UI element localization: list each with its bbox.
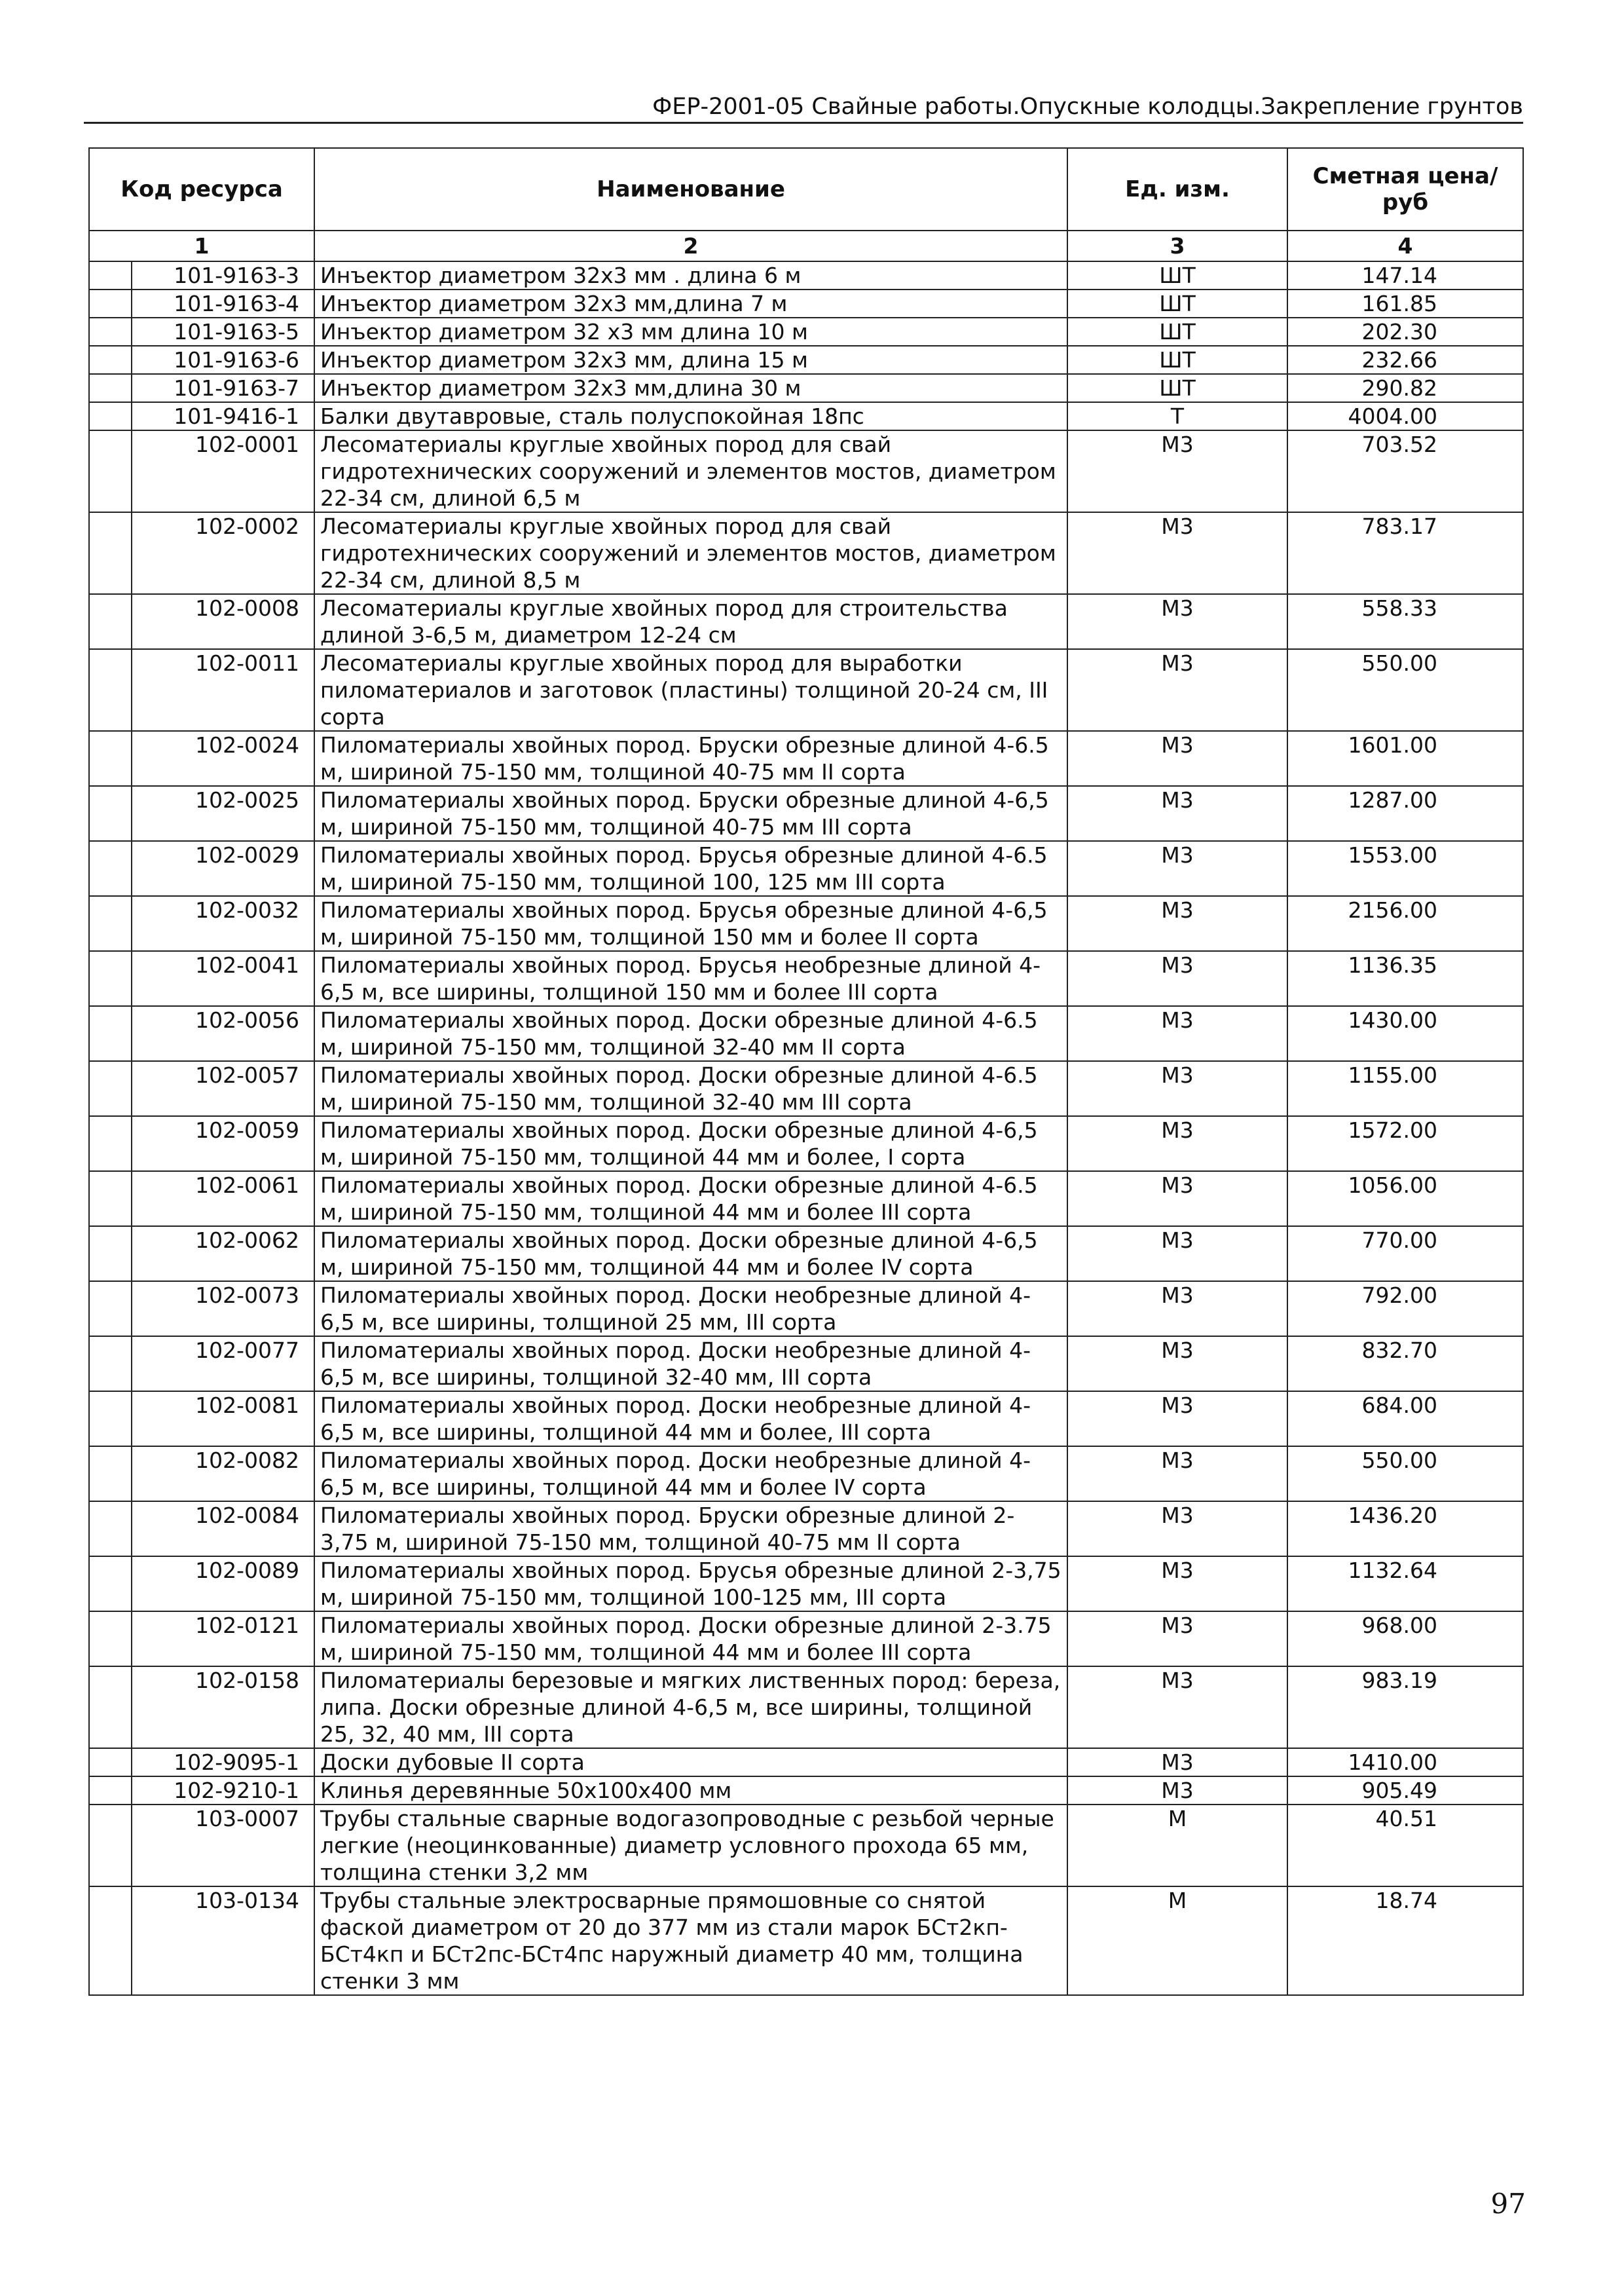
price-cell: 1132.64	[1287, 1556, 1523, 1611]
table-row	[89, 318, 1523, 346]
resource-code-cell: 102-0077	[132, 1336, 314, 1391]
row-gutter-cell	[89, 1006, 132, 1061]
price-cell: 4004.00	[1287, 402, 1523, 430]
col-number: 4	[1287, 231, 1523, 261]
price-cell: 558.33	[1287, 594, 1523, 649]
resource-code-cell: 102-0082	[132, 1446, 314, 1501]
resource-name-cell: Пиломатериалы хвойных пород. Доски обрезные длиной 2-3.75 м, шириной 75-150 мм, толщиной 44 мм и более III сорта	[314, 1611, 1067, 1666]
unit-cell: М3	[1067, 1336, 1287, 1391]
table-header-row	[89, 148, 1523, 231]
unit-cell: М3	[1067, 1006, 1287, 1061]
table-row	[89, 1116, 1523, 1171]
table-row	[89, 786, 1523, 841]
resource-code-cell: 102-0032	[132, 896, 314, 951]
table-row	[89, 1556, 1523, 1611]
resource-name-cell: Пиломатериалы хвойных пород. Бруски обрезные длиной 4-6,5 м, шириной 75-150 мм, толщиной 40-75 мм III сорта	[314, 786, 1067, 841]
resource-price-table	[88, 147, 1524, 1996]
price-cell: 202.30	[1287, 318, 1523, 346]
unit-cell: ШТ	[1067, 346, 1287, 374]
resource-name-cell: Лесоматериалы круглые хвойных пород для свай гидротехнических сооружений и элементов мостов, диаметром 22-34 см, длиной 6,5 м	[314, 430, 1067, 512]
price-cell: 290.82	[1287, 374, 1523, 402]
resource-name-cell: Пиломатериалы хвойных пород. Брусья обрезные длиной 2-3,75 м, шириной 75-150 мм, толщиной 100-125 мм, III сорта	[314, 1556, 1067, 1611]
price-cell: 147.14	[1287, 261, 1523, 290]
col-number: 2	[314, 231, 1067, 261]
price-cell: 703.52	[1287, 430, 1523, 512]
resource-code-cell: 102-0121	[132, 1611, 314, 1666]
row-gutter-cell	[89, 951, 132, 1006]
col-header-price: Сметная цена/руб	[1287, 148, 1523, 231]
running-header: ФЕР-2001-05 Свайные работы.Опускные колодцы.Закрепление грунтов	[84, 93, 1523, 124]
resource-code-cell: 101-9163-7	[132, 374, 314, 402]
table-row	[89, 1061, 1523, 1116]
resource-code-cell: 102-0029	[132, 841, 314, 896]
unit-cell: М3	[1067, 1281, 1287, 1336]
resource-name-cell: Пиломатериалы хвойных пород. Брусья обрезные длиной 4-6,5 м, шириной 75-150 мм, толщиной 150 мм и более II сорта	[314, 896, 1067, 951]
table-row	[89, 951, 1523, 1006]
row-gutter-cell	[89, 1391, 132, 1446]
row-gutter-cell	[89, 402, 132, 430]
price-cell: 684.00	[1287, 1391, 1523, 1446]
resource-code-cell: 102-0062	[132, 1226, 314, 1281]
price-cell: 18.74	[1287, 1886, 1523, 1995]
table-row	[89, 1171, 1523, 1226]
resource-name-cell: Пиломатериалы хвойных пород. Доски необрезные длиной 4-6,5 м, все ширины, толщиной 32-40 мм, III сорта	[314, 1336, 1067, 1391]
resource-name-cell: Доски дубовые II сорта	[314, 1748, 1067, 1776]
row-gutter-cell	[89, 1116, 132, 1171]
unit-cell: М3	[1067, 731, 1287, 786]
resource-code-cell: 102-0041	[132, 951, 314, 1006]
price-cell: 1553.00	[1287, 841, 1523, 896]
resource-code-cell: 102-0073	[132, 1281, 314, 1336]
unit-cell: Т	[1067, 402, 1287, 430]
resource-name-cell: Пиломатериалы хвойных пород. Доски необрезные длиной 4-6,5 м, все ширины, толщиной 25 мм, III сорта	[314, 1281, 1067, 1336]
unit-cell: М3	[1067, 1226, 1287, 1281]
price-cell: 983.19	[1287, 1666, 1523, 1748]
unit-cell: М3	[1067, 951, 1287, 1006]
price-cell: 1056.00	[1287, 1171, 1523, 1226]
price-cell: 2156.00	[1287, 896, 1523, 951]
resource-code-cell: 102-0025	[132, 786, 314, 841]
price-cell: 905.49	[1287, 1776, 1523, 1805]
table-row	[89, 841, 1523, 896]
row-gutter-cell	[89, 512, 132, 594]
unit-cell: М3	[1067, 1391, 1287, 1446]
resource-code-cell: 102-9210-1	[132, 1776, 314, 1805]
table-row	[89, 1391, 1523, 1446]
row-gutter-cell	[89, 841, 132, 896]
unit-cell: М3	[1067, 1611, 1287, 1666]
table-row	[89, 1501, 1523, 1556]
resource-name-cell: Пиломатериалы хвойных пород. Брусья необрезные длиной 4-6,5 м, все ширины, толщиной 150 мм и более III сорта	[314, 951, 1067, 1006]
price-cell: 1572.00	[1287, 1116, 1523, 1171]
unit-cell: М3	[1067, 512, 1287, 594]
row-gutter-cell	[89, 318, 132, 346]
unit-cell: М	[1067, 1805, 1287, 1886]
unit-cell: ШТ	[1067, 261, 1287, 290]
unit-cell: М	[1067, 1886, 1287, 1995]
resource-name-cell: Трубы стальные сварные водогазопроводные с резьбой черные легкие (неоцинкованные) диаметр условного прохода 65 мм, толщина стенки 3,2 мм	[314, 1805, 1067, 1886]
row-gutter-cell	[89, 786, 132, 841]
resource-code-cell: 102-0011	[132, 649, 314, 731]
resource-code-cell: 102-0081	[132, 1391, 314, 1446]
resource-code-cell: 101-9416-1	[132, 402, 314, 430]
resource-code-cell: 101-9163-4	[132, 290, 314, 318]
row-gutter-cell	[89, 731, 132, 786]
price-cell: 792.00	[1287, 1281, 1523, 1336]
price-cell: 1410.00	[1287, 1748, 1523, 1776]
table-row	[89, 1886, 1523, 1995]
table-row	[89, 1226, 1523, 1281]
resource-name-cell: Инъектор диаметром 32х3 мм . длина 6 м	[314, 261, 1067, 290]
resource-code-cell: 103-0007	[132, 1805, 314, 1886]
row-gutter-cell	[89, 1281, 132, 1336]
unit-cell: М3	[1067, 1061, 1287, 1116]
row-gutter-cell	[89, 1748, 132, 1776]
price-cell: 1436.20	[1287, 1501, 1523, 1556]
table-row	[89, 512, 1523, 594]
unit-cell: М3	[1067, 594, 1287, 649]
resource-code-cell: 101-9163-5	[132, 318, 314, 346]
resource-name-cell: Пиломатериалы хвойных пород. Доски обрезные длиной 4-6,5 м, шириной 75-150 мм, толщиной 44 мм и более IV сорта	[314, 1226, 1067, 1281]
table-body	[89, 261, 1523, 1995]
resource-name-cell: Клинья деревянные 50х100х400 мм	[314, 1776, 1067, 1805]
unit-cell: М3	[1067, 1666, 1287, 1748]
row-gutter-cell	[89, 261, 132, 290]
resource-name-cell: Инъектор диаметром 32х3 мм,длина 30 м	[314, 374, 1067, 402]
resource-code-cell: 102-0008	[132, 594, 314, 649]
table-row	[89, 402, 1523, 430]
resource-name-cell: Пиломатериалы хвойных пород. Бруски обрезные длиной 2-3,75 м, шириной 75-150 мм, толщиной 40-75 мм II сорта	[314, 1501, 1067, 1556]
row-gutter-cell	[89, 1336, 132, 1391]
resource-name-cell: Пиломатериалы березовые и мягких лиственных пород: береза, липа. Доски обрезные длиной 4-6,5 м, все ширины, толщиной 25, 32, 40 мм, III сорта	[314, 1666, 1067, 1748]
price-cell: 1287.00	[1287, 786, 1523, 841]
col-header-name: Наименование	[314, 148, 1067, 231]
row-gutter-cell	[89, 290, 132, 318]
unit-cell: М3	[1067, 1501, 1287, 1556]
row-gutter-cell	[89, 1446, 132, 1501]
col-header-unit: Ед. изм.	[1067, 148, 1287, 231]
unit-cell: ШТ	[1067, 318, 1287, 346]
resource-code-cell: 102-0158	[132, 1666, 314, 1748]
resource-name-cell: Пиломатериалы хвойных пород. Брусья обрезные длиной 4-6.5 м, шириной 75-150 мм, толщиной 100, 125 мм III сорта	[314, 841, 1067, 896]
resource-code-cell: 102-0056	[132, 1006, 314, 1061]
resource-code-cell: 102-0059	[132, 1116, 314, 1171]
unit-cell: М3	[1067, 896, 1287, 951]
resource-code-cell: 101-9163-3	[132, 261, 314, 290]
price-cell: 550.00	[1287, 649, 1523, 731]
price-cell: 1430.00	[1287, 1006, 1523, 1061]
resource-name-cell: Пиломатериалы хвойных пород. Доски необрезные длиной 4-6,5 м, все ширины, толщиной 44 мм и более, III сорта	[314, 1391, 1067, 1446]
row-gutter-cell	[89, 1226, 132, 1281]
table-row	[89, 1006, 1523, 1061]
price-cell: 968.00	[1287, 1611, 1523, 1666]
col-number: 1	[89, 231, 314, 261]
resource-code-cell: 102-0001	[132, 430, 314, 512]
price-cell: 40.51	[1287, 1805, 1523, 1886]
resource-name-cell: Инъектор диаметром 32х3 мм, длина 15 м	[314, 346, 1067, 374]
resource-name-cell: Пиломатериалы хвойных пород. Доски обрезные длиной 4-6.5 м, шириной 75-150 мм, толщиной 32-40 мм III сорта	[314, 1061, 1067, 1116]
unit-cell: М3	[1067, 430, 1287, 512]
table-row	[89, 649, 1523, 731]
row-gutter-cell	[89, 1886, 132, 1995]
table-row	[89, 374, 1523, 402]
row-gutter-cell	[89, 346, 132, 374]
unit-cell: ШТ	[1067, 290, 1287, 318]
resource-name-cell: Пиломатериалы хвойных пород. Бруски обрезные длиной 4-6.5 м, шириной 75-150 мм, толщиной 40-75 мм II сорта	[314, 731, 1067, 786]
unit-cell: М3	[1067, 1171, 1287, 1226]
row-gutter-cell	[89, 1556, 132, 1611]
resource-name-cell: Лесоматериалы круглые хвойных пород для строительства длиной 3-6,5 м, диаметром 12-24 см	[314, 594, 1067, 649]
resource-name-cell: Трубы стальные электросварные прямошовные со снятой фаской диаметром от 20 до 377 мм из стали марок БСт2кп-БСт4кп и БСт2пс-БСт4пс наружный диаметр 40 мм, толщина стенки 3 мм	[314, 1886, 1067, 1995]
table-row	[89, 1805, 1523, 1886]
price-cell: 783.17	[1287, 512, 1523, 594]
row-gutter-cell	[89, 1061, 132, 1116]
resource-name-cell: Инъектор диаметром 32 х3 мм длина 10 м	[314, 318, 1067, 346]
resource-code-cell: 102-0057	[132, 1061, 314, 1116]
table-row	[89, 1446, 1523, 1501]
resource-name-cell: Инъектор диаметром 32х3 мм,длина 7 м	[314, 290, 1067, 318]
unit-cell: М3	[1067, 649, 1287, 731]
resource-code-cell: 102-0084	[132, 1501, 314, 1556]
resource-name-cell: Пиломатериалы хвойных пород. Доски обрезные длиной 4-6.5 м, шириной 75-150 мм, толщиной 32-40 мм II сорта	[314, 1006, 1067, 1061]
col-number: 3	[1067, 231, 1287, 261]
unit-cell: М3	[1067, 1748, 1287, 1776]
row-gutter-cell	[89, 594, 132, 649]
table-row	[89, 1776, 1523, 1805]
table-row	[89, 1611, 1523, 1666]
price-cell: 770.00	[1287, 1226, 1523, 1281]
row-gutter-cell	[89, 1611, 132, 1666]
unit-cell: М3	[1067, 1556, 1287, 1611]
table-row	[89, 896, 1523, 951]
row-gutter-cell	[89, 896, 132, 951]
table-row	[89, 430, 1523, 512]
resource-name-cell: Пиломатериалы хвойных пород. Доски обрезные длиной 4-6,5 м, шириной 75-150 мм, толщиной 44 мм и более, I сорта	[314, 1116, 1067, 1171]
price-cell: 1136.35	[1287, 951, 1523, 1006]
row-gutter-cell	[89, 1501, 132, 1556]
resource-code-cell: 102-0061	[132, 1171, 314, 1226]
price-cell: 832.70	[1287, 1336, 1523, 1391]
table-row	[89, 594, 1523, 649]
resource-code-cell: 102-0089	[132, 1556, 314, 1611]
price-cell: 161.85	[1287, 290, 1523, 318]
unit-cell: ШТ	[1067, 374, 1287, 402]
unit-cell: М3	[1067, 786, 1287, 841]
table-row	[89, 1748, 1523, 1776]
page-number: 97	[1490, 2188, 1526, 2220]
resource-code-cell: 102-0024	[132, 731, 314, 786]
table-row	[89, 1336, 1523, 1391]
table-row	[89, 1666, 1523, 1748]
resource-name-cell: Пиломатериалы хвойных пород. Доски обрезные длиной 4-6.5 м, шириной 75-150 мм, толщиной 44 мм и более III сорта	[314, 1171, 1067, 1226]
unit-cell: М3	[1067, 1116, 1287, 1171]
price-cell: 1601.00	[1287, 731, 1523, 786]
table-row	[89, 346, 1523, 374]
resource-code-cell: 101-9163-6	[132, 346, 314, 374]
row-gutter-cell	[89, 1171, 132, 1226]
table-row	[89, 1281, 1523, 1336]
table-row	[89, 731, 1523, 786]
price-cell: 232.66	[1287, 346, 1523, 374]
table-row	[89, 290, 1523, 318]
row-gutter-cell	[89, 1805, 132, 1886]
resource-code-cell: 102-9095-1	[132, 1748, 314, 1776]
price-cell: 550.00	[1287, 1446, 1523, 1501]
resource-name-cell: Пиломатериалы хвойных пород. Доски необрезные длиной 4-6,5 м, все ширины, толщиной 44 мм и более IV сорта	[314, 1446, 1067, 1501]
col-header-code: Код ресурса	[89, 148, 314, 231]
price-cell: 1155.00	[1287, 1061, 1523, 1116]
resource-code-cell: 103-0134	[132, 1886, 314, 1995]
row-gutter-cell	[89, 374, 132, 402]
resource-code-cell: 102-0002	[132, 512, 314, 594]
row-gutter-cell	[89, 430, 132, 512]
resource-name-cell: Лесоматериалы круглые хвойных пород для выработки пиломатериалов и заготовок (пластины) толщиной 20-24 см, III сорта	[314, 649, 1067, 731]
unit-cell: М3	[1067, 1446, 1287, 1501]
row-gutter-cell	[89, 1666, 132, 1748]
unit-cell: М3	[1067, 1776, 1287, 1805]
unit-cell: М3	[1067, 841, 1287, 896]
row-gutter-cell	[89, 1776, 132, 1805]
column-number-row	[89, 231, 1523, 261]
table-row	[89, 261, 1523, 290]
row-gutter-cell	[89, 649, 132, 731]
resource-name-cell: Балки двутавровые, сталь полуспокойная 18пс	[314, 402, 1067, 430]
resource-name-cell: Лесоматериалы круглые хвойных пород для свай гидротехнических сооружений и элементов мостов, диаметром 22-34 см, длиной 8,5 м	[314, 512, 1067, 594]
